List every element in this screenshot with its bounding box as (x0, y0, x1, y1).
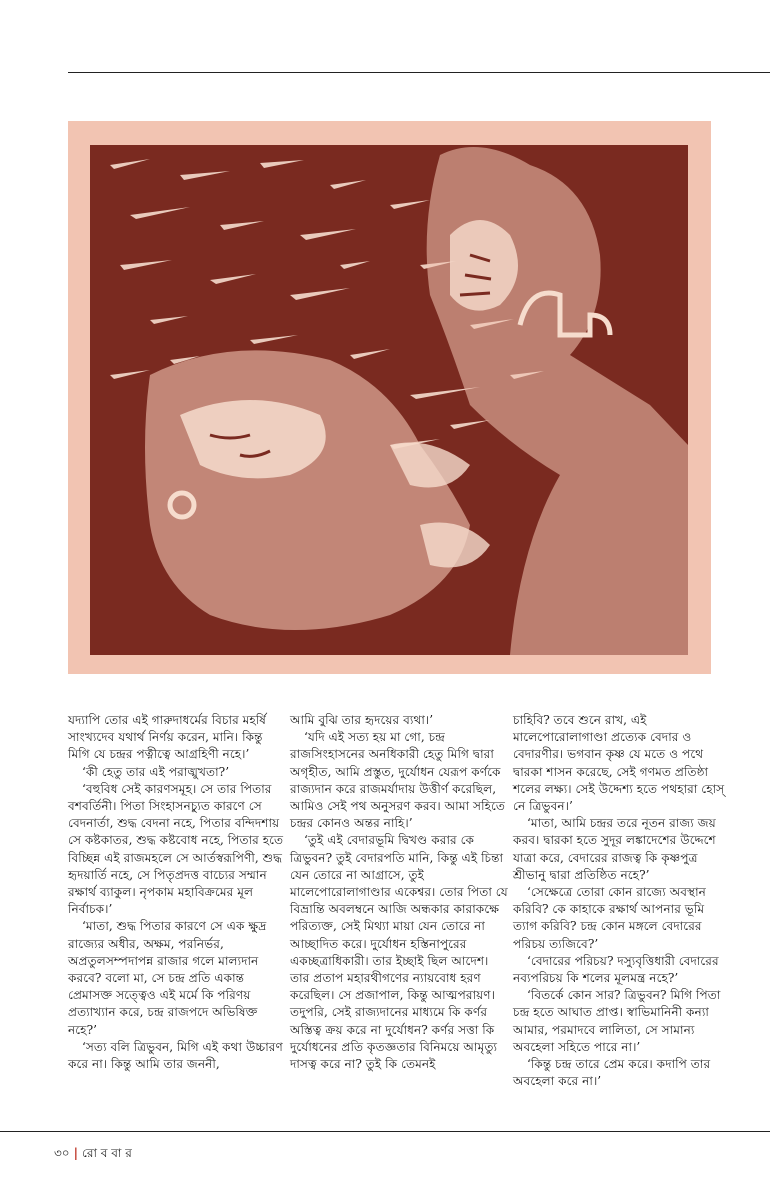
page-footer (54, 1145, 132, 1165)
bottom-rule (0, 1131, 770, 1132)
paragraph: আমি বুঝি তার হৃদয়ের ব্যথা।’ (290, 713, 434, 727)
paragraph: ‘কিন্তু চন্দ্র তারে প্রেম করে। কদাপি তার অবহেলা করে না।’ (513, 1057, 711, 1089)
paragraph: ‘কী হেতু তার এই পরাঙ্মুখতা?’ (82, 764, 230, 779)
paragraph: চাহিবি? তবে শুনে রাখ, এই মালেপোরোলাগাণ্ডা প্রত্যেক বেদার ও বেদারণীর। ভগবান কৃষ্ণ যে মতে ও পথে দ্বারকা শাসন করেছে, সেই গণমত প্রতিষ্ঠা শলের লক্ষ্য। সেই উদ্দেশ্য হতে পথহারা হোস্‌ নে ত্রিভুবন।’ (513, 713, 725, 814)
footer-separator: | (73, 1146, 78, 1160)
paragraph: ‘সত্য বলি ত্রিভুবন, মিগি এই কথা উচ্চারণ করে না। কিন্তু আমি তার জননী, (68, 1039, 283, 1072)
paragraph: ‘মাতা, আমি চন্দ্রর তরে নূতন রাজ্য জয় করব। দ্বারকা হতে সুদূর লঙ্কাদেশের উদ্দেশে যাত্রা করে, বেদারের রাজত্ব কি কৃষ্ণপুত্র শ্রীভানু দ্বারা প্রতিষ্ঠিত নহে?’ (513, 816, 716, 882)
woodcut-illustration-icon (90, 145, 688, 655)
paragraph: ‘বহুবিধ সেই কারণসমূহ। সে তার পিতার বশবর্তিনী। পিতা সিংহাসনচ্যুত কারণে সে বেদনার্তা, শুদ্ধ বেদনা নহে, পিতার বন্দিদশায় সে কষ্টকাতর, শুদ্ধ কষ্টবোধ নহে, পিতার হতে বিচ্ছিন্ন এই রাজমহলে সে আর্তস্বরূপিণী, শুদ্ধ হৃদয়ার্তি নহে, সে পিতৃপ্রদত্ত বাচ্যের সম্মান রক্ষার্থ ব্যাকুল। নৃপকাম মহাবিক্রমের মূল নির্বাচক।’ (68, 781, 284, 917)
magazine-name: রো ব বা র (82, 1146, 132, 1160)
paragraph: ‘যদি এই সত্য হয় মা গো, চন্দ্র রাজসিংহাসনের অনধিকারী হেতু মিগি দ্বারা অগৃহীত, আমি প্রস্তুত, দুর্যোধন যেরূপ কর্ণকে রাজ্যদান করে রাজমর্যাদায় উত্তীর্ণ করেছিল, আমিও সেই পথ অনুসরণ করব। আমা সহিতে চন্দ্রর কোনও অন্তর নাহি।’ (290, 730, 506, 831)
paragraph: ‘সেক্ষেত্রে তোরা কোন রাজ্যে অবস্থান করিবি? কে কাহাকে রক্ষার্থ আপনার ভূমি ত্যাগ করিবি? চন্দ্র কোন মঙ্গলে বেদারের পরিচয় ত্যজিবে?’ (513, 885, 706, 951)
paragraph: ‘তুই এই বেদারভূমি দ্বিখণ্ড করার কে ত্রিভুবন? তুই বেদারপতি মানি, কিন্তু এই চিন্তা যেন তোরে না আগ্রাসে, তুই মালেপোরোলাগাণ্ডার একেশ্বর। তোর পিতা যে বিভ্রান্তি অবলম্বনে আজি অন্ধকার কারাকক্ষে পরিত্যক্ত, সেই মিথ্যা মায়া যেন তোরে না আচ্ছাদিত করে। দুর্যোধন হস্তিনাপুরের একচ্ছত্রাধিকারী। তার ইচ্ছাই ছিল আদেশ। তার প্রতাপ মহারথীগণের ন্যায়বোধ হরণ করেছিল। সে প্রজাপাল, কিন্তু আত্মপরায়ণ। তদুপরি, সেই রাজ্যদানের মাধ্যমে কি কর্ণর অস্তিত্ব ক্রয় করে না দুর্যোধন? কর্ণর সত্তা কি দুর্যোধনের প্রতি কৃতজ্ঞতার বিনিময়ে আমৃত্যু দাসত্ব করে না? তুই কি তেমনই (290, 833, 508, 1072)
text-column-3 (513, 712, 731, 1090)
paragraph: যদ্যাপি তোর এই গারুদাধর্মের বিচার মহর্ষি সাংখ্যদেব যথার্থ নির্ণয় করেন, মানি। কিন্তু মিগি যে চন্দ্রর পত্নীত্বে আগ্রহিণী নহে।’ (68, 713, 267, 762)
text-column-2 (290, 712, 508, 1073)
paragraph: ‘মাতা, শুদ্ধ পিতার কারণে সে এক ক্ষুদ্র রাজ্যের অধীর, অক্ষম, পরনির্ভর, অপ্রতুলসম্পদাপন্ন রাজার গলে মাল্যদান করবে? বলো মা, সে চন্দ্র প্রতি একান্ত প্রেমাসক্ত সত্ত্বেও এই মর্মে কি পরিণয় প্রত্যাখ্যান করে, চন্দ্র রাজপদে অভিষিক্ত নহে?’ (68, 919, 267, 1037)
text-column-1 (68, 712, 286, 1073)
top-rule (68, 72, 770, 73)
page-number: ৩০ (54, 1146, 70, 1160)
paragraph: ‘বিতর্কে কোন সার? ত্রিভুবন? মিগি পিতা চন্দ্র হতে আঘাত প্রাপ্ত। স্বাভিমানিনী কন্যা আমার, পরমাদবে লালিতা, সে সামান্য অবহেলা সহিতে পারে না।’ (513, 988, 721, 1054)
illustration-frame (68, 121, 711, 674)
paragraph: ‘বেদারের পরিচয়? দস্যুবৃত্তিধারী বেদারের নব্যপরিচয় কি শলের মূলমন্ত্র নহে?’ (513, 953, 719, 986)
